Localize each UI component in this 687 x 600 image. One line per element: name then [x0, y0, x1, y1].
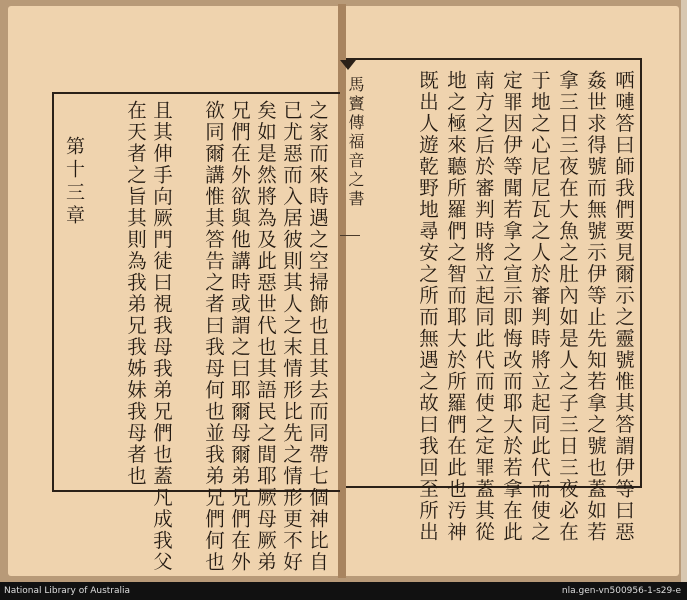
left-text-column-7: 在天者之旨其則為我弟兄我姊妹我母者也 — [124, 100, 147, 487]
left-text-column-6: 且其伸手向厥門徒曰視我母我弟兄們也蓋凡成我父 — [150, 100, 173, 573]
right-text-column-7: 地之極來聽所羅們之智而耶大於所羅們在此也汚神 — [444, 70, 467, 543]
right-text-column-8: 既出人遊乾野地尋安之所而無遇之故曰我回至所出 — [416, 70, 439, 543]
left-text-column-5: 欲同爾講惟其答告之者曰我母何也並我弟兄們何也 — [202, 100, 225, 573]
right-text-column-4: 于地之心尼尼瓦之人於審判時將立起同此代而使之 — [528, 70, 551, 543]
page-edge — [681, 0, 687, 582]
footer-credit: National Library of Australia — [4, 586, 131, 596]
folio-divider — [340, 235, 360, 236]
right-text-column-1: 哂嗹答曰師我們要見爾示之靈號惟其答謂伊等曰惡 — [612, 70, 635, 543]
left-text-column-1: 之家而來時遇之空掃飾也且其去而同帶七個神比自 — [306, 100, 329, 573]
left-text-column-2: 已尤惡而入居彼則其人之末情形比先之情形更不好 — [280, 100, 303, 573]
left-text-column-3: 矣如是然將為及此惡世代也其語民之間耶厥母厥弟 — [254, 100, 277, 573]
fishtail-mark — [340, 60, 356, 70]
left-text-column-4: 兄們在外欲與他講時或謂之曰耶爾母爾弟兄們在外 — [228, 100, 251, 573]
right-text-column-5: 定罪因伊等聞若拿之宣示即悔改而耶大於若拿在此 — [500, 70, 523, 543]
footer-identifier: nla.gen-vn500956-1-s29-e — [561, 586, 681, 596]
folio-title: 馬竇傳福音之書 — [346, 76, 365, 209]
chapter-heading: 第十三章 — [63, 136, 85, 228]
right-text-column-6: 南方之后於審判時將立起同此代而使之定罪蓋其從 — [472, 70, 495, 543]
right-text-column-2: 姦世求得號而無號示伊等止先知若拿之號也蓋如若 — [584, 70, 607, 543]
footer-bar — [0, 582, 687, 600]
right-text-column-3: 拿三日三夜在大魚之肚內如是人之子三日三夜必在 — [556, 70, 579, 543]
